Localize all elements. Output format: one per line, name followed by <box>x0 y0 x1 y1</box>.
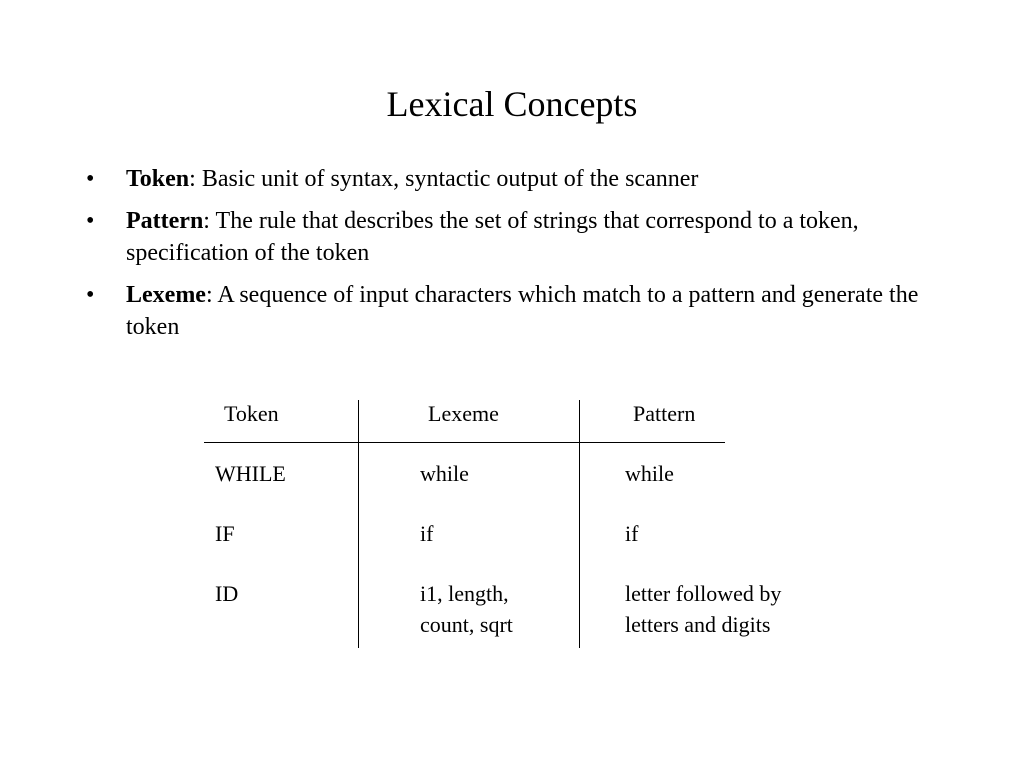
slide-title: Lexical Concepts <box>386 84 638 124</box>
row-if-lexeme: if <box>420 521 434 546</box>
bullet-text-pattern: : The rule that describes the set of strings that correspond to a token, specification of the token <box>126 208 859 266</box>
header-pattern: Pattern <box>633 401 696 426</box>
table-header-rule <box>204 442 725 443</box>
row-id-pattern-line-1: letter followed by <box>625 581 782 606</box>
bullet-term-lexeme: Lexeme <box>126 282 206 308</box>
table-divider-1 <box>358 400 359 648</box>
bullet-text-lexeme: : A sequence of input characters which match to a pattern and generate the token <box>126 282 919 340</box>
row-while-token: WHILE <box>215 461 286 486</box>
bullet-term-token: Token <box>126 166 190 192</box>
row-if-token: IF <box>215 521 235 546</box>
bullet-marker: • <box>86 208 95 234</box>
bullet-text-token: : Basic unit of syntax, syntactic output of the scanner <box>189 166 699 192</box>
bullet-marker: • <box>86 166 95 192</box>
row-while-pattern: while <box>625 461 674 486</box>
row-id-lexeme-line-2: count, sqrt <box>420 612 513 637</box>
row-id-token: ID <box>215 581 239 606</box>
row-while-lexeme: while <box>420 461 469 486</box>
table-divider-2 <box>579 400 580 648</box>
header-lexeme: Lexeme <box>428 401 499 426</box>
row-if-pattern: if <box>625 521 639 546</box>
header-token: Token <box>224 401 279 426</box>
row-id-lexeme-line-1: i1, length, <box>420 581 509 606</box>
bullet-term-pattern: Pattern <box>126 208 204 234</box>
row-id-pattern-line-2: letters and digits <box>625 612 771 637</box>
bullet-marker: • <box>86 282 95 308</box>
